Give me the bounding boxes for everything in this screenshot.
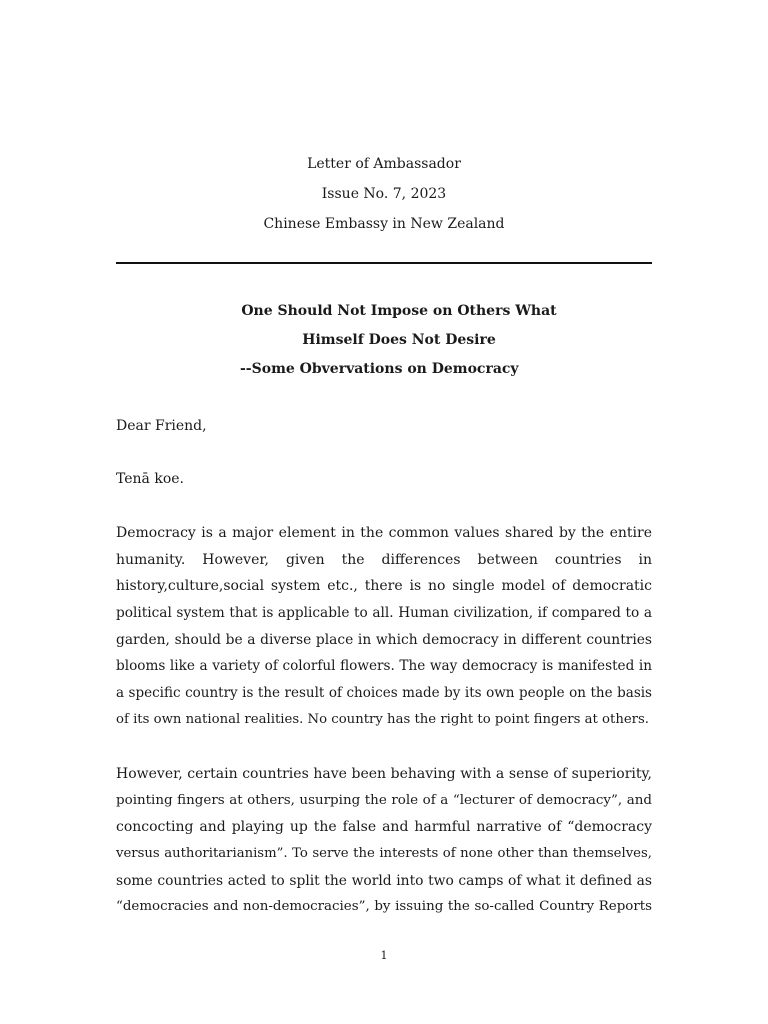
salutation: Dear Friend,	[116, 418, 207, 434]
paragraph-line: garden, should be a diverse place in which democracy in different countries	[116, 631, 652, 648]
paragraph-line: political system that is applicable to all. Human civilization, if compared to a	[116, 605, 652, 622]
article-title-line-2: Himself Does Not Desire	[302, 332, 496, 348]
greeting: Tenā koe.	[116, 471, 184, 487]
paragraph-line: a specific country is the result of choices made by its own people on the basis	[116, 685, 652, 702]
header-divider	[116, 262, 652, 264]
article-subtitle: --Some Obvervations on Democracy	[240, 361, 519, 377]
paragraph-line: Democracy is a major element in the common values shared by the entire	[116, 525, 652, 541]
paragraph-line: some countries acted to split the world into two camps of what it defined as	[116, 872, 652, 889]
paragraph-line: However, certain countries have been behaving with a sense of superiority,	[116, 766, 652, 782]
paragraph-line: humanity. However, given the differences between countries in	[116, 551, 652, 568]
body-paragraph-2	[116, 761, 652, 921]
paragraph-line: concocting and playing up the false and harmful narrative of “democracy	[116, 819, 652, 836]
paragraph-line: of its own national realities. No country has the right to point fingers at others.	[116, 711, 649, 727]
page-number: 1	[380, 949, 388, 962]
paragraph-line: versus authoritarianism”. To serve the interests of none other than themselves,	[116, 846, 652, 862]
paragraph-line: “democracies and non-democracies”, by issuing the so-called Country Reports	[116, 899, 652, 915]
embassy-name: Chinese Embassy in New Zealand	[263, 216, 505, 232]
issue-number: Issue No. 7, 2023	[321, 186, 447, 202]
letter-series-title: Letter of Ambassador	[307, 156, 461, 172]
paragraph-line: pointing fingers at others, usurping the role of a “lecturer of democracy”, and	[116, 792, 652, 808]
paragraph-line: history,culture,social system etc., there is no single model of democratic	[116, 578, 652, 595]
paragraph-line: blooms like a variety of colorful flowers. The way democracy is manifested in	[116, 658, 652, 675]
body-paragraph-1	[116, 520, 652, 734]
article-title-line-1: One Should Not Impose on Others What	[241, 303, 557, 319]
